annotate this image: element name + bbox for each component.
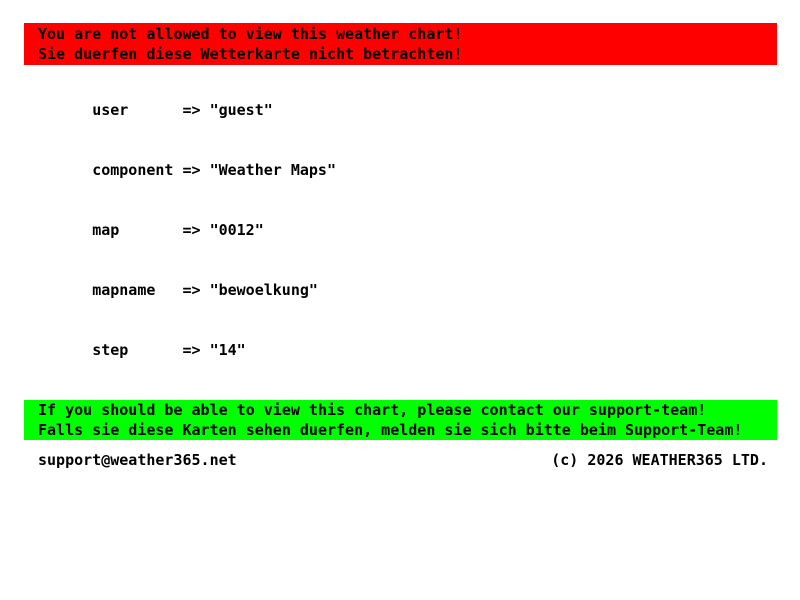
param-value: "0012" (209, 221, 264, 239)
support-message-de: Falls sie diese Karten sehen duerfen, melden sie sich bitte beim Support-Team! (38, 421, 743, 439)
param-arrow: => (182, 281, 201, 299)
param-key: mapname (92, 281, 156, 299)
request-parameters (24, 80, 777, 380)
param-value: "14" (209, 341, 246, 359)
param-row-step (38, 320, 777, 380)
param-key: step (92, 341, 129, 359)
param-key: component (92, 161, 174, 179)
access-denied-message-en: You are not allowed to view this weather chart! (38, 25, 463, 43)
access-denied-message-de: Sie duerfen diese Wetterkarte nicht betrachten! (38, 45, 463, 63)
param-arrow: => (182, 161, 201, 179)
param-row-mapname (38, 260, 777, 320)
footer (24, 450, 777, 470)
param-key: map (92, 221, 120, 239)
param-arrow: => (182, 221, 201, 239)
param-value: "guest" (209, 101, 273, 119)
copyright-text: (c) 2026 WEATHER365 LTD. (551, 451, 768, 469)
param-value: "Weather Maps" (209, 161, 336, 179)
support-email: support@weather365.net (38, 451, 237, 469)
param-arrow: => (182, 341, 201, 359)
error-page (24, 0, 777, 470)
param-row-user (38, 80, 777, 140)
param-row-map (38, 200, 777, 260)
param-arrow: => (182, 101, 201, 119)
support-message-en: If you should be able to view this chart, please contact our support-team! (38, 401, 707, 419)
support-contact-banner (24, 400, 777, 440)
access-denied-banner (24, 23, 777, 65)
param-key: user (92, 101, 129, 119)
param-value: "bewoelkung" (209, 281, 318, 299)
param-row-component (38, 140, 777, 200)
